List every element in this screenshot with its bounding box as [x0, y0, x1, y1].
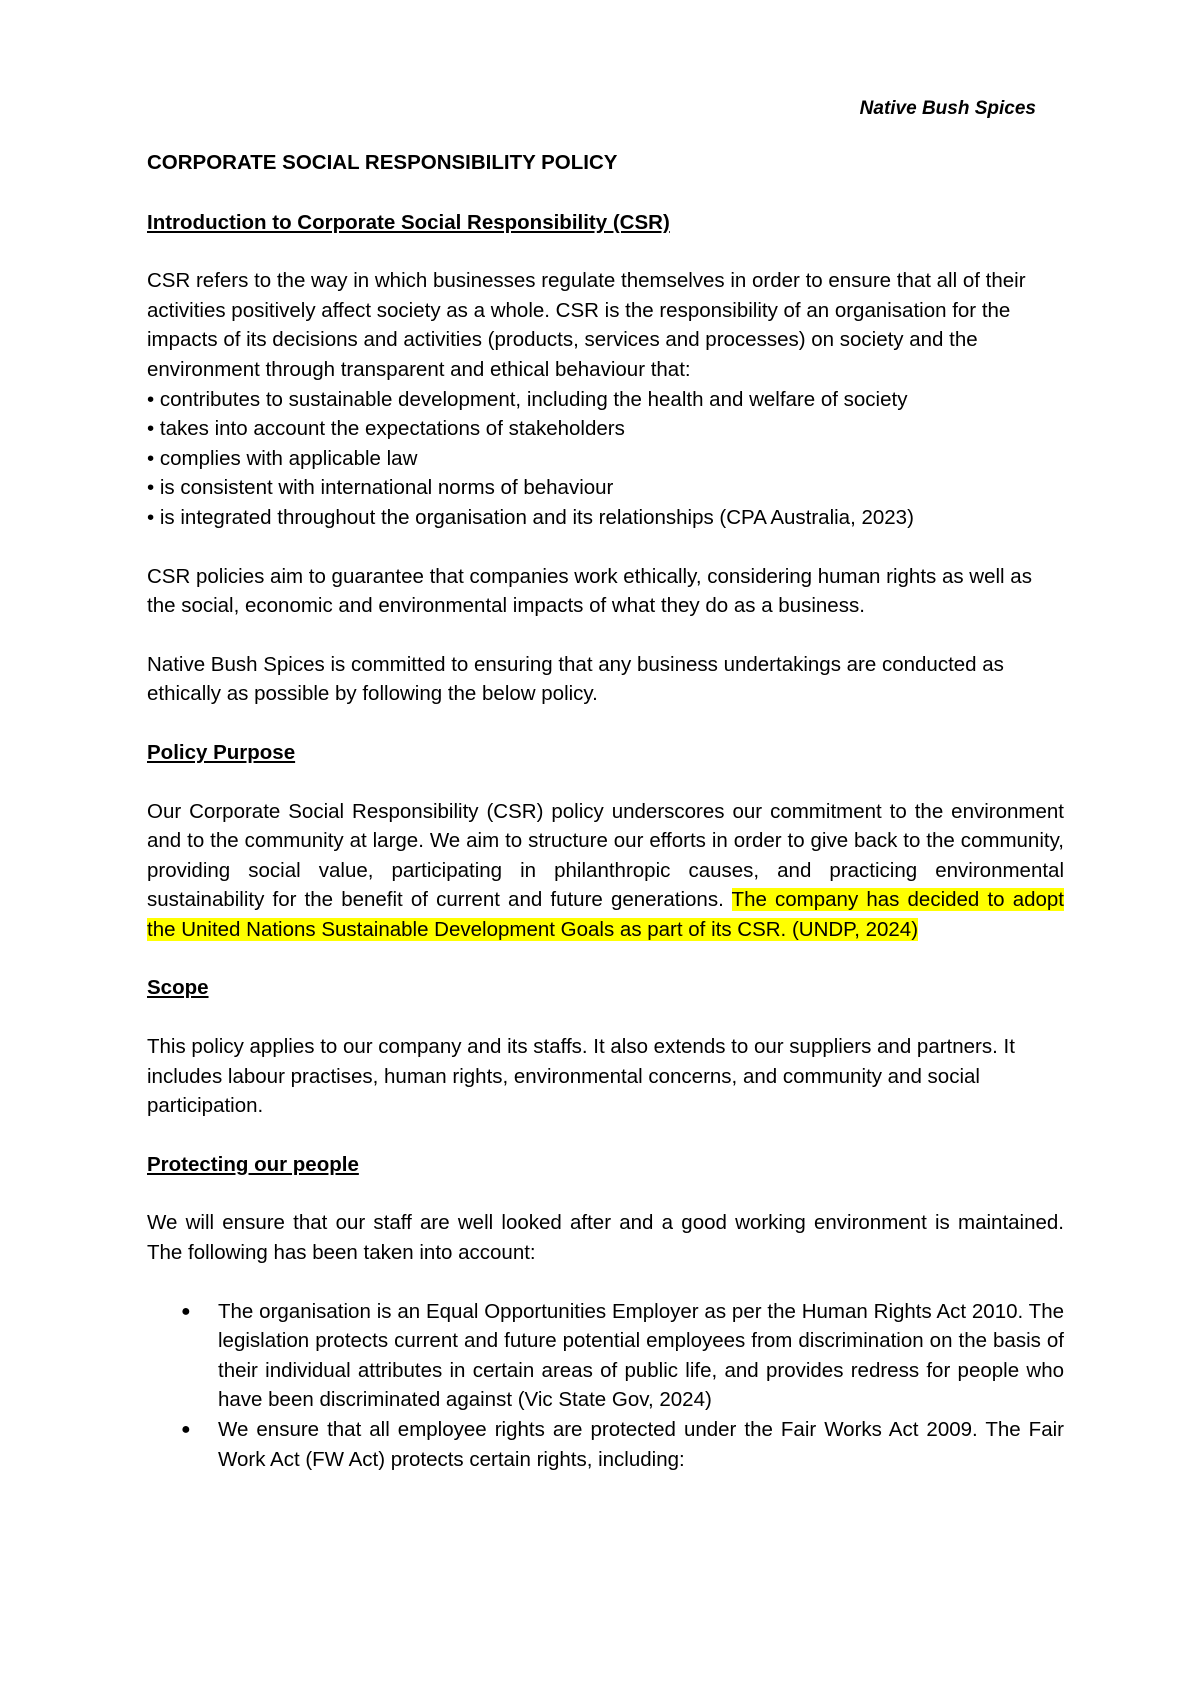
- document-body: [147, 148, 1064, 1474]
- intro-point: • is consistent with international norms of behaviour: [147, 476, 614, 500]
- document-title: CORPORATE SOCIAL RESPONSIBILITY POLICY: [147, 151, 618, 174]
- purpose-text: Our Corporate Social Responsibility (CSR) policy underscores our commitment to the environment and to the community at large. We aim to structure our efforts in order to give back to the community, providing social value, participating in philanthropic causes, and practicing environmental sustainability for the benefit of current and future generations.: [147, 799, 1064, 912]
- list-item: [181, 1415, 1064, 1474]
- intro-point: • complies with applicable law: [147, 446, 418, 470]
- list-item-text: The organisation is an Equal Opportunities Employer as per the Human Rights Act 2010. The legislation protects current and future potential employees from discrimination on the basis of their individual attributes in certain areas of public life, and provides redress for people who have been discriminated against (Vic State Gov, 2024): [218, 1299, 1064, 1412]
- list-item: [181, 1297, 1064, 1415]
- intro-heading: Introduction to Corporate Social Responsibility (CSR): [147, 210, 670, 234]
- people-paragraph: We will ensure that our staff are well looked after and a good working environment is maintained. The following has been taken into account:: [147, 1211, 1064, 1265]
- people-heading: Protecting our people: [147, 1152, 359, 1176]
- bullet-icon: ●: [181, 1302, 191, 1320]
- people-bullet-list: [147, 1297, 1064, 1475]
- header-company-name: Native Bush Spices: [859, 98, 1036, 119]
- purpose-highlighted-text: The company has decided to adopt the United Nations Sustainable Development Goals as part of its CSR. (UNDP, 2024): [147, 888, 1064, 941]
- bullet-icon: ●: [181, 1421, 191, 1438]
- intro-paragraph-2: CSR policies aim to guarantee that companies work ethically, considering human rights as well as the social, economic and environmental impacts of what they do as a business.: [147, 564, 1032, 618]
- intro-point: • contributes to sustainable development, including the health and welfare of society: [147, 387, 908, 411]
- scope-paragraph: This policy applies to our company and its staffs. It also extends to our suppliers and partners. It includes labour practises, human rights, environmental concerns, and community and social participation.: [147, 1035, 1015, 1118]
- intro-paragraph-3: Native Bush Spices is committed to ensuring that any business undertakings are conducted as ethically as possible by following the below policy.: [147, 652, 1004, 706]
- intro-point: • takes into account the expectations of stakeholders: [147, 417, 625, 441]
- purpose-heading: Policy Purpose: [147, 740, 296, 764]
- purpose-paragraph: [147, 797, 1064, 945]
- intro-point: • is integrated throughout the organisation and its relationships (CPA Australia, 2023): [147, 505, 914, 529]
- intro-paragraph: CSR refers to the way in which businesses regulate themselves in order to ensure that all of their activities positively affect society as a whole. CSR is the responsibility of an organisation for the impacts of its decisions and activities (products, services and processes) on society and the environment through transparent and ethical behaviour that:: [147, 269, 1026, 381]
- scope-heading: Scope: [147, 976, 209, 1000]
- list-item-text: We ensure that all employee rights are protected under the Fair Works Act 2009. The Fair Work Act (FW Act) protects certain rights, including:: [218, 1418, 1064, 1471]
